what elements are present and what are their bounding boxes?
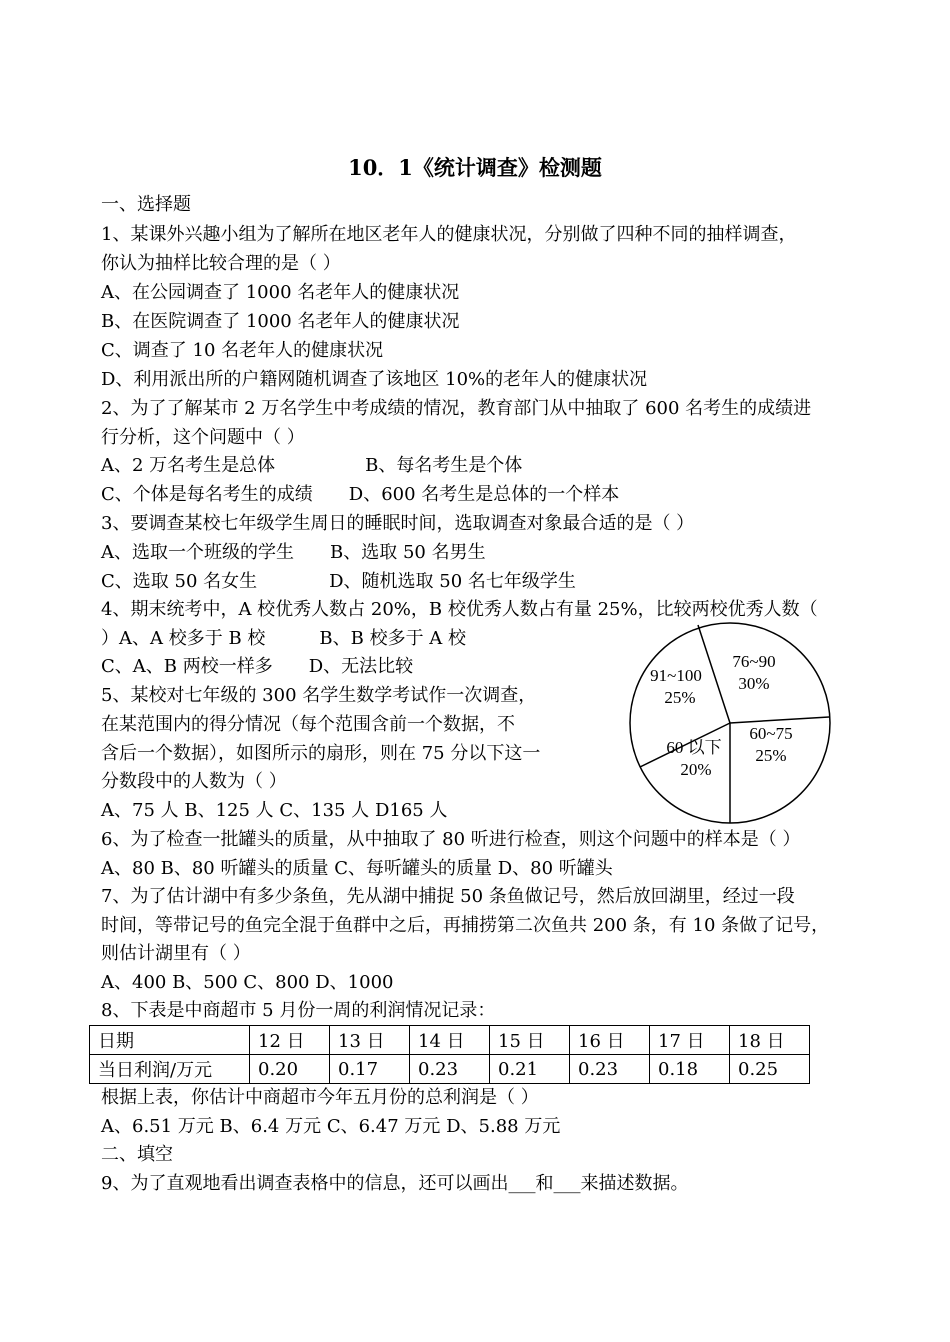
table-cell: 16 日 xyxy=(570,1026,650,1055)
table-cell: 0.23 xyxy=(570,1055,650,1084)
text-line: 含后一个数据），如图所示的扇形，则在 75 分以下这一 xyxy=(101,743,541,764)
text-line: A、80 B、80 听罐头的质量 C、每听罐头的质量 D、80 听罐头 xyxy=(101,858,613,879)
text-line: 7、为了估计湖中有多少条鱼，先从湖中捕捉 50 条鱼做记号，然后放回湖里，经过一段 xyxy=(101,886,795,907)
text-line: 一、选择题 xyxy=(101,194,191,215)
text-line: B、在医院调查了 1000 名老年人的健康状况 xyxy=(101,311,460,332)
text-line: ）A、A 校多于 B 校 B、B 校多于 A 校 xyxy=(101,628,467,649)
table-cell: 17 日 xyxy=(650,1026,730,1055)
table-cell: 0.23 xyxy=(410,1055,490,1084)
table-cell: 0.18 xyxy=(650,1055,730,1084)
pie-label: 25% xyxy=(664,688,696,707)
text-line: A、75 人 B、125 人 C、135 人 D165 人 xyxy=(101,800,448,821)
table-cell: 0.17 xyxy=(330,1055,410,1084)
text-line: 9、为了直观地看出调查表格中的信息，还可以画出___和___来描述数据。 xyxy=(101,1173,689,1194)
pie-label: 91~100 xyxy=(650,666,702,685)
text-line: A、在公园调查了 1000 名老年人的健康状况 xyxy=(101,282,460,303)
text-line: 你认为抽样比较合理的是（ ） xyxy=(101,253,341,274)
table-cell: 18 日 xyxy=(730,1026,810,1055)
text-line: 8、下表是中商超市 5 月份一周的利润情况记录： xyxy=(101,1000,496,1021)
text-line: 时间，等带记号的鱼完全混于鱼群中之后，再捕捞第二次鱼共 200 条，有 10 条做了记号， xyxy=(101,915,830,936)
table-cell: 当日利润/万元 xyxy=(90,1055,250,1084)
text-line: D、利用派出所的户籍网随机调查了该地区 10%的老年人的健康状况 xyxy=(101,369,648,390)
table-cell: 13 日 xyxy=(330,1026,410,1055)
text-line: 1、某课外兴趣小组为了解所在地区老年人的健康状况，分别做了四种不同的抽样调查， xyxy=(101,224,797,245)
text-line: 6、为了检查一批罐头的质量，从中抽取了 80 听进行检查，则这个问题中的样本是（ ） xyxy=(101,829,801,850)
pie-label: 30% xyxy=(738,674,770,693)
table-cell: 日期 xyxy=(90,1026,250,1055)
text-line: C、调查了 10 名老年人的健康状况 xyxy=(101,340,384,361)
text-line: 则估计湖里有（ ） xyxy=(101,943,251,964)
text-line: A、选取一个班级的学生 B、选取 50 名男生 xyxy=(101,542,486,563)
text-line: 2、为了了解某市 2 万名学生中考成绩的情况，教育部门从中抽取了 600 名考生的成绩进 xyxy=(101,398,812,419)
text-line: C、A、B 两校一样多 D、无法比较 xyxy=(101,656,414,677)
table-cell: 0.20 xyxy=(250,1055,330,1084)
pie-label: 20% xyxy=(680,760,712,779)
table-cell: 15 日 xyxy=(490,1026,570,1055)
text-line: A、6.51 万元 B、6.4 万元 C、6.47 万元 D、5.88 万元 xyxy=(101,1116,561,1137)
pie-label: 60 以下 xyxy=(666,738,722,757)
page-title: 10．1《统计调查》检测题 xyxy=(348,155,602,180)
text-line: 根据上表，你估计中商超市今年五月份的总利润是（ ） xyxy=(101,1087,539,1108)
text-line: 行分析，这个问题中（ ） xyxy=(101,427,305,448)
pie-divider xyxy=(730,717,829,723)
table-cell: 0.21 xyxy=(490,1055,570,1084)
text-line: A、2 万名考生是总体 B、每名考生是个体 xyxy=(101,455,523,476)
table-row xyxy=(90,1026,810,1055)
text-line: A、400 B、500 C、800 D、1000 xyxy=(101,972,394,993)
table-row xyxy=(90,1055,810,1084)
table-cell: 14 日 xyxy=(410,1026,490,1055)
score-pie-diagram xyxy=(628,621,832,825)
text-line: C、选取 50 名女生 D、随机选取 50 名七年级学生 xyxy=(101,571,576,592)
text-line: 分数段中的人数为（ ） xyxy=(101,771,287,792)
text-line: 3、要调查某校七年级学生周日的睡眠时间，选取调查对象最合适的是（ ） xyxy=(101,513,695,534)
pie-label: 60~75 xyxy=(749,724,793,743)
profit-table xyxy=(89,1025,810,1084)
text-line: C、个体是每名考生的成绩 D、600 名考生是总体的一个样本 xyxy=(101,484,620,505)
text-line: 在某范围内的得分情况（每个范围含前一个数据，不 xyxy=(101,714,515,735)
pie-divider xyxy=(698,625,730,723)
table-cell: 12 日 xyxy=(250,1026,330,1055)
text-line: 4、期末统考中，A 校优秀人数占 20%，B 校优秀人数占有量 25%，比较两校优秀人数（ xyxy=(101,599,818,620)
pie-label: 25% xyxy=(755,746,787,765)
table-cell: 0.25 xyxy=(730,1055,810,1084)
pie-label: 76~90 xyxy=(732,652,776,671)
text-line: 二、填空 xyxy=(101,1144,173,1165)
text-line: 5、某校对七年级的 300 名学生数学考试作一次调查， xyxy=(101,685,537,706)
